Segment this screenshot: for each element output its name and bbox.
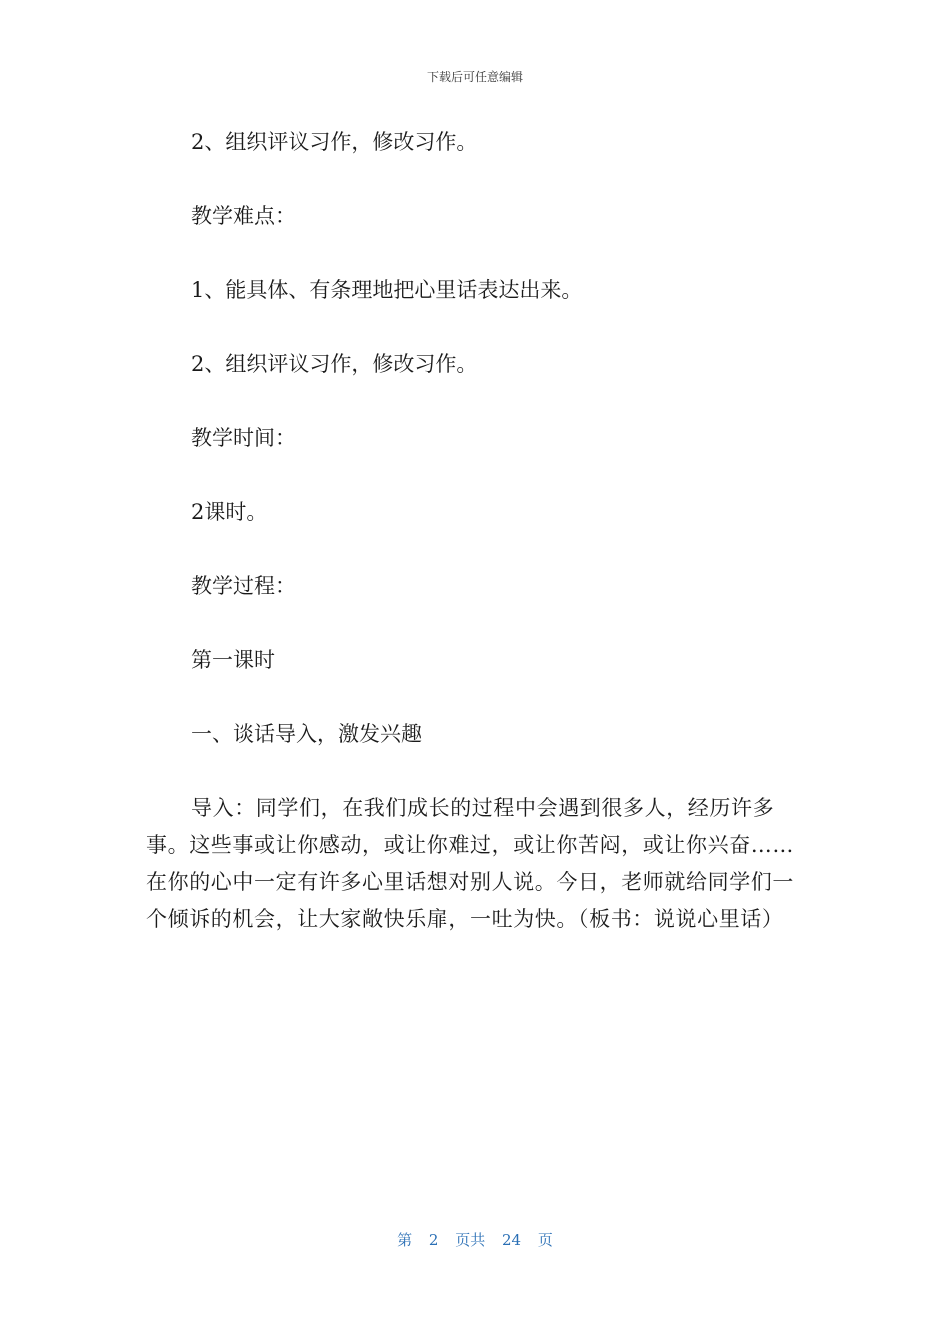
paragraph-8: 第一课时: [191, 648, 275, 672]
paragraph-1: 2、组织评议习作，修改习作。: [191, 130, 478, 154]
paragraph-3: 1、能具体、有条理地把心里话表达出来。: [191, 278, 583, 302]
paragraph-5: 教学时间：: [191, 426, 296, 450]
paragraph-intro: 导入：同学们，在我们成长的过程中会遇到很多人，经历许多事。这些事或让你感动，或让你难过，或让你苦闷，或让你兴奋……在你的心中一定有许多心里话想对别人说。今日，老师就给同学们一个倾诉的机会，让大家敞快乐扉，一吐为快。（板书：说说心里话）: [146, 796, 794, 931]
page-number-footer: 第 2 页共 24 页: [397, 1231, 553, 1249]
paragraph-4: 2、组织评议习作，修改习作。: [191, 352, 478, 376]
paragraph-9: 一、谈话导入，激发兴趣: [191, 722, 422, 746]
paragraph-6: 2课时。: [191, 500, 268, 524]
paragraph-2: 教学难点：: [191, 204, 296, 228]
header-note: 下载后可任意编辑: [426, 70, 523, 84]
document-body: [146, 124, 798, 975]
paragraph-7: 教学过程：: [191, 574, 296, 598]
